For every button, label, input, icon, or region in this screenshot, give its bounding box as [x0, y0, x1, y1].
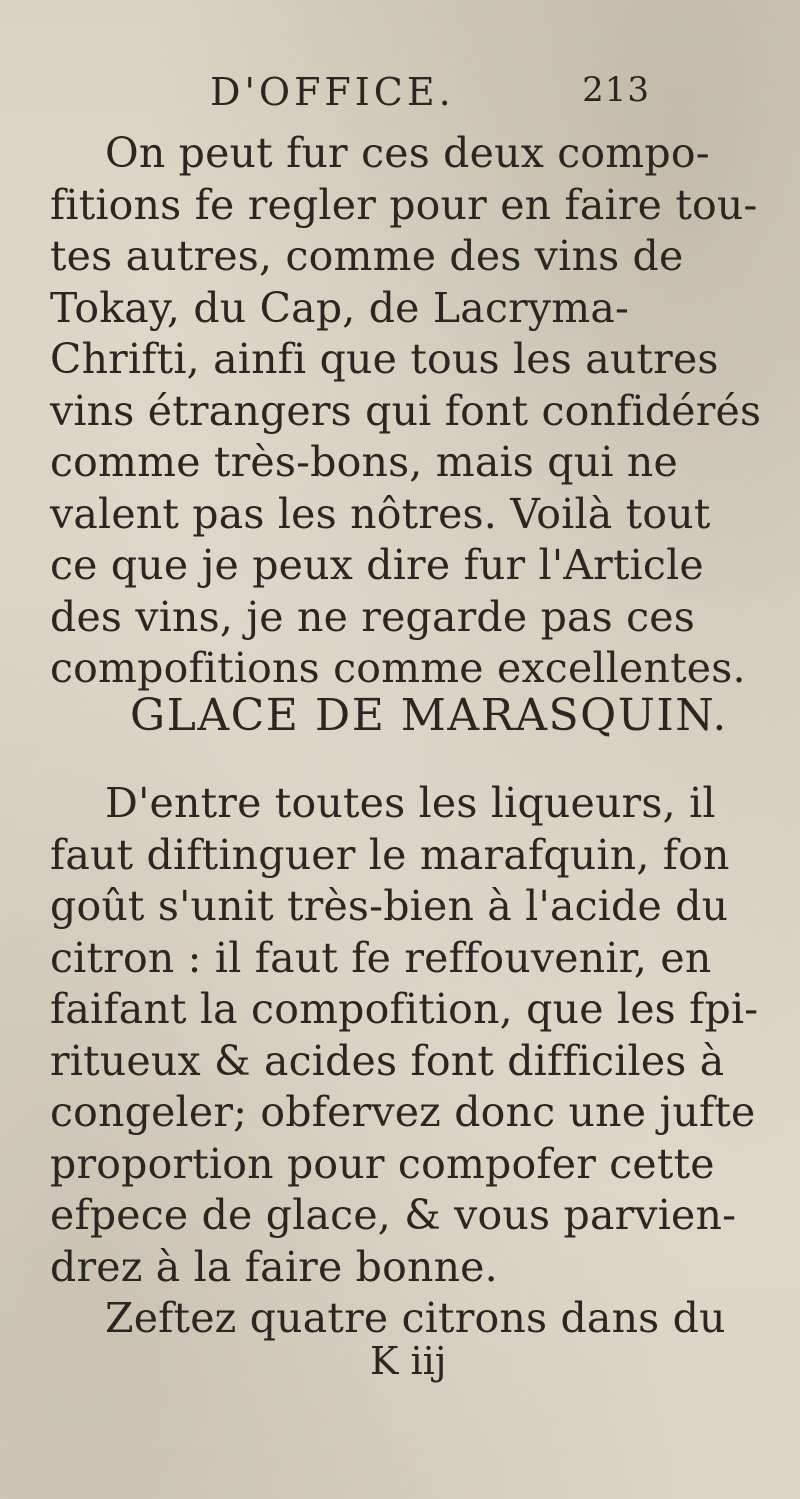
text-line: ce que je peux dire fur l'Article — [50, 541, 704, 589]
signature-mark: K iij — [370, 1338, 447, 1383]
text-line: proportion pour compofer cette — [50, 1139, 715, 1188]
text-line: faut diftinguer le marafquin, fon — [50, 830, 730, 879]
running-title: D'OFFICE. — [210, 70, 455, 114]
text-line: faifant la compofition, que les fpi- — [50, 985, 759, 1033]
text-line: citron : il faut fe reffouvenir, en — [50, 933, 712, 982]
text-line: Zeftez quatre citrons dans du — [105, 1294, 726, 1342]
text-line: ritueux & acides font difficiles à — [50, 1036, 725, 1085]
text-line: efpece de glace, & vous parvien- — [50, 1191, 737, 1239]
text-line: Chrifti, ainfi que tous les autres — [50, 335, 719, 383]
text-line: D'entre toutes les liqueurs, il — [105, 779, 716, 827]
text-line: congeler; obfervez donc une jufte — [50, 1088, 756, 1136]
text-line: fitions fe regler pour en faire tou- — [50, 180, 758, 229]
text-line: tes autres, comme des vins de — [50, 232, 684, 280]
page-number: 213 — [582, 70, 650, 110]
running-header — [210, 70, 650, 120]
text-line: Tokay, du Cap, de Lacryma- — [50, 283, 630, 332]
text-line: des vins, je ne regarde pas ces — [50, 592, 696, 641]
text-line: On peut fur ces deux compo- — [105, 129, 710, 177]
text-line: valent pas les nôtres. Voilà tout — [50, 489, 711, 538]
section-heading: GLACE DE MARASQUIN. — [130, 690, 728, 741]
text-line: compofitions comme excellentes. — [50, 644, 746, 692]
text-line: drez à la faire bonne. — [50, 1242, 498, 1291]
text-line: vins étrangers qui font confidérés — [50, 386, 762, 435]
text-line: goût s'unit très-bien à l'acide du — [50, 882, 729, 930]
text-line: comme très-bons, mais qui ne — [50, 438, 678, 486]
